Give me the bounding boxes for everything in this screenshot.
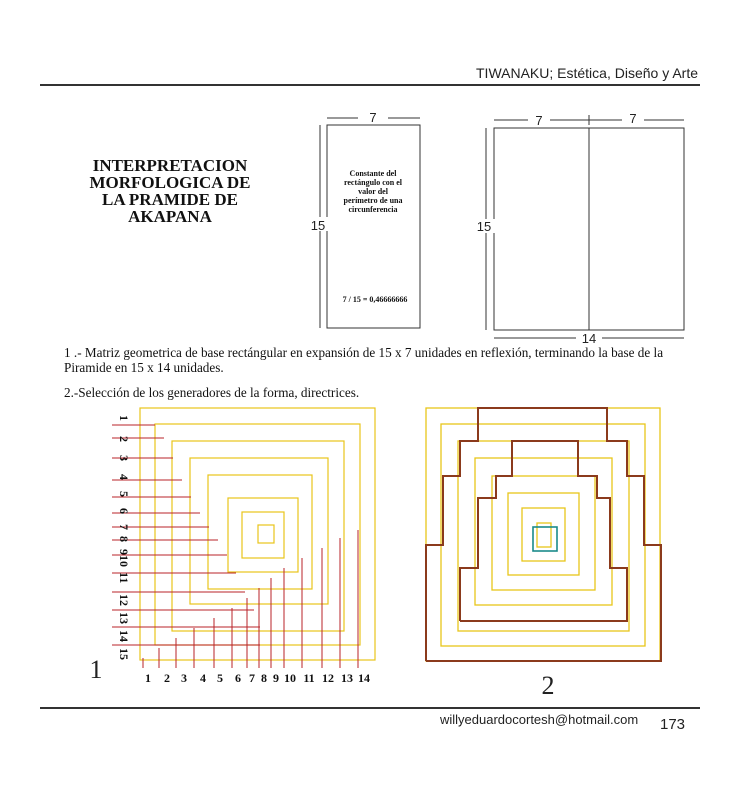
footer-email: willyeduardocortesh@hotmail.com [440, 712, 639, 727]
note-line-4: perímetro de una [343, 196, 403, 205]
page-number: 173 [660, 716, 686, 733]
row-label: 15 [117, 648, 131, 660]
note-line-3: valor del [358, 187, 388, 196]
header-title: TIWANAKU; Estética, Diseño y Arte [476, 65, 698, 81]
col-label: 13 [341, 671, 353, 685]
figure-1-number: 1 [89, 655, 103, 684]
top-dimension-label: 7 [369, 110, 377, 125]
col-label: 8 [261, 671, 267, 685]
col-label: 4 [200, 671, 206, 685]
col-label: 7 [249, 671, 255, 685]
row-label: 11 [117, 572, 131, 584]
col-label: 5 [217, 671, 223, 685]
row-label: 5 [117, 491, 131, 497]
main-title-line-2: MORFOLOGICA DE [89, 173, 251, 192]
row-label: 14 [117, 630, 131, 642]
nested-square [242, 512, 284, 558]
note-line-5: circunferencia [348, 205, 398, 214]
row-label: 7 [117, 524, 131, 530]
bottom-dimension-label: 14 [581, 331, 597, 346]
row-label: 3 [117, 455, 131, 461]
top-left-dimension-label: 7 [535, 113, 543, 128]
col-label: 3 [181, 671, 187, 685]
row-label: 12 [117, 594, 131, 606]
nested-square [190, 458, 328, 604]
main-title-line-1: INTERPRETACION [92, 156, 248, 175]
row-label: 8 [117, 536, 131, 542]
col-label: 2 [164, 671, 170, 685]
row-label: 6 [117, 508, 131, 514]
col-label: 10 [284, 671, 296, 685]
row-label: 13 [117, 612, 131, 624]
nested-square [258, 525, 274, 543]
rect-figure-1 [309, 110, 420, 328]
figure-2-stepped-pyramid [426, 408, 661, 661]
row-label: 4 [117, 474, 131, 480]
side-dimension-label: 15 [476, 219, 492, 234]
footer-rule [40, 707, 700, 709]
row-label: 1 [117, 415, 131, 421]
note-line-1: Constante del [349, 169, 397, 178]
col-label: 11 [303, 671, 315, 685]
main-title-line-4: AKAPANA [128, 207, 212, 226]
figure-1-nested-squares [112, 408, 375, 685]
figure-2-number: 2 [541, 671, 555, 700]
nested-square [228, 498, 298, 572]
note-line-2: rectángulo con el [343, 178, 403, 187]
col-label: 9 [273, 671, 279, 685]
row-label: 2 [117, 436, 131, 442]
paragraph-1: 1 .- Matriz geometrica de base rectángular en expansión de 15 x 7 unidades en reflexión, terminando la base de la Piramide en 15 x 14 unidades. [64, 345, 664, 375]
rect-figure-2 [475, 111, 684, 346]
row-label: 910 [117, 549, 131, 567]
top-right-dimension-label: 7 [629, 111, 637, 126]
col-label: 12 [322, 671, 334, 685]
col-label: 6 [235, 671, 241, 685]
col-label: 14 [358, 671, 370, 685]
col-label: 1 [145, 671, 151, 685]
side-dimension-label: 15 [310, 218, 326, 233]
paragraph-2: 2.-Selección de los generadores de la forma, directrices. [64, 385, 360, 400]
ratio-label: 7 / 15 = 0,46666666 [342, 295, 408, 304]
main-title-line-3: LA PRAMIDE DE [101, 190, 238, 209]
